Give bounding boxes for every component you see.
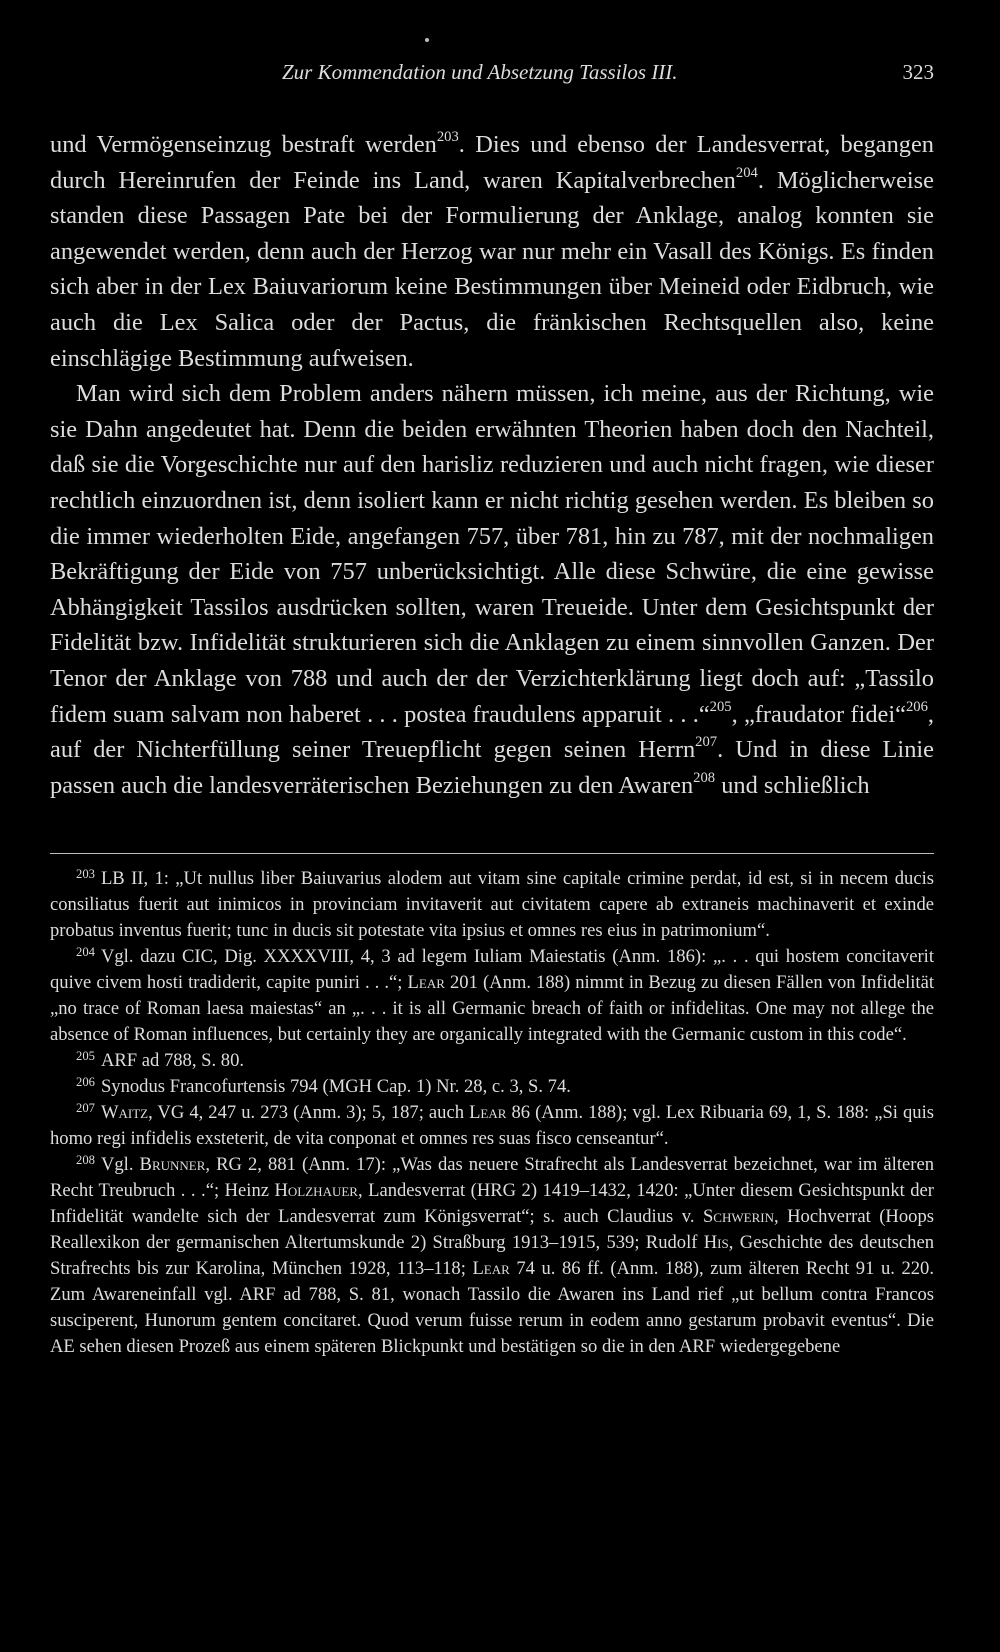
text-run: . Dies und ebenso der Landesverrat, begangen durch Hereinrufen der Feinde ins Land, waren Kapitalverbrechen [50,131,934,194]
footnote-204 [50,944,934,1048]
footnote-205 [50,1048,934,1074]
footnote-text: LB II, 1: „Ut nullus liber Baiuvarius alodem aut vitam sine capitale crimine perdat, id est, si in necem ducis consiliatus fuerit aut inimicos in provinciam invitaverit aut civitatem capere ab extraneis machinaverit et exinde probatus inventus fuerit; tunc in ducis sit potestate vita ipsius et omnes res eius in patrimonium“. [50,868,934,941]
author-name: Lear [407,972,445,993]
running-title: Zur Kommendation und Absetzung Tassilos III. [282,60,678,84]
paragraph-2 [50,376,934,803]
footnotes [50,866,934,1360]
text-run: , auf der Nichterfüllung seiner Treuepflicht gegen seinen Herrn [50,700,934,764]
footnote-203 [50,866,934,944]
author-name: Lear [472,1258,510,1279]
footnote-ref-204: 204 [735,164,758,181]
footnote-text: 201 (Anm. 188) nimmt in Bezug zu diesen Fällen von Infidelität „no trace of Roman laesa maiestas“ an „. . . it is all Germanic breach of faith or infidelitas. One may not allege the absence of Roman influences, but certainly they are organically integrated with the Germanic custom in this code“. [50,972,934,1045]
author-name: Waitz [100,1102,149,1123]
footnote-text: Vgl. [100,1154,140,1175]
footnote-ref-207: 207 [695,734,718,751]
footnote-number: 206 [76,1074,95,1089]
footnote-206 [50,1074,934,1100]
footnote-208 [50,1152,934,1360]
footnote-number: 203 [76,866,95,881]
footnote-ref-205: 205 [709,698,732,715]
main-text [50,127,934,803]
text-run: . Möglicherweise standen diese Passagen Pate bei der Formulierung der Anklage, analog konnten sie angewendet werden, denn auch der Herzog war nur mehr ein Vasall des Königs. Es finden sich aber in der Lex Baiuvariorum keine Bestimmungen über Meineid oder Eidbruch, wie auch die Lex Salica oder der Pactus, die fränkischen Rechtsquellen also, keine einschlägige Bestimmung aufweisen. [50,166,934,372]
running-head [50,60,934,92]
author-name: His [703,1232,729,1253]
page-number: 323 [902,60,934,84]
footnote-divider [50,853,934,854]
author-name: Brunner [139,1154,206,1175]
footnote-text: 74 u. 86 ff. (Anm. 188), zum älteren Recht 91 u. 220. Zum Awareneinfall vgl. ARF ad 788, S. 81, wonach Tassilo die Awaren ins Land rief „ut bellum contra Francos susciperent, Hunorum gentem concitaret. Quod verum fuisse rerum in eodem anno gestarum probavit eventus“. Die AE sehen diesen Prozeß aus einem späteren Blickpunkt und bestätigen so die in den ARF wiedergegebene [50,1258,934,1357]
text-run: . Und in diese Linie passen auch die landesverräterischen Beziehungen zu den Awaren [50,736,934,799]
text-run: Man wird sich dem Problem anders nähern müssen, ich meine, aus der Richtung, wie sie Dahn angedeutet hat. Denn die beiden erwähnten Theorien haben doch den Nachteil, daß sie die Vorgeschichte nur auf den harisliz reduzieren und auch nicht fragen, wie dieser rechtlich einzuordnen ist, denn isoliert kann er nicht richtig gesehen werden. Es bleiben so die immer wiederholten Eide, angefangen 757, über 781, hin zu 787, mit der nochmaligen Bekräftigung der Eide von 757 unberücksichtigt. Alle diese Schwüre, die eine gewisse Abhängigkeit Tassilos ausdrücken sollten, waren Treueide. Unter dem Gesichtspunkt der Fidelität bzw. Infidelität strukturieren sich die Anklagen zu einem sinnvollen Ganzen. Der Tenor der Anklage von 788 und auch der der Verzichterklärung liegt doch auf: „Tassilo fidem suam salvam non haberet . . . postea fraudulens apparuit . . .“ [50,380,934,728]
footnote-number: 204 [76,944,95,959]
footnote-text: ARF ad 788, S. 80. [100,1050,245,1071]
footnote-text: Vgl. dazu CIC, Dig. XXXXVIII, 4, 3 ad legem Iuliam Maiestatis (Anm. 186): „. . . qui hostem concitaverit quive civem hosti tradiderit, capite puniri . . .“; [50,946,934,993]
footnote-text: 86 (Anm. 188); vgl. Lex Ribuaria 69, 1, S. 188: „Si quis homo regi infidelis exsteterit, de vita conponat et omnes res suas fisco censeantur“. [50,1102,934,1149]
footnote-ref-206: 206 [905,698,928,715]
footnote-text: , Hochverrat (Hoops Reallexikon der germanischen Altertumskunde 2) Straßburg 1913–1915, 539; Rudolf [50,1206,934,1253]
author-name: Lear [469,1102,507,1123]
text-run: , „fraudator fidei“ [731,700,906,728]
author-name: Holzhauer [274,1180,358,1201]
paragraph-1 [50,127,934,376]
footnote-ref-208: 208 [693,769,716,786]
footnote-207 [50,1100,934,1152]
footnote-number: 207 [76,1100,95,1115]
footnote-text: , Geschichte des deutschen Strafrechts bis zur Karolina, München 1928, 113–118; [50,1232,934,1279]
text-run: und Vermögenseinzug bestraft werden [50,131,437,158]
footnote-text: , VG 4, 247 u. 273 (Anm. 3); 5, 187; auch [148,1102,470,1123]
author-name: Schwerin [702,1206,774,1227]
footnote-text: , RG 2, 881 (Anm. 17): „Was das neuere Strafrecht als Landesverrat bezeichnet, war im älteren Recht Treubruch . . .“; Heinz [50,1154,935,1201]
footnote-text: Synodus Francofurtensis 794 (MGH Cap. 1) Nr. 28, c. 3, S. 74. [100,1076,571,1097]
print-speck [425,38,429,42]
footnote-text: , Landesverrat (HRG 2) 1419–1432, 1420: „Unter diesem Gesichtspunkt der Infidelität wandelte sich der Landesverrat zum Königsverrat“; s. auch Claudius v. [50,1180,935,1227]
footnote-ref-203: 203 [436,129,459,146]
footnote-number: 205 [76,1048,95,1063]
footnote-number: 208 [76,1152,95,1167]
text-run: und schließlich [715,771,870,799]
